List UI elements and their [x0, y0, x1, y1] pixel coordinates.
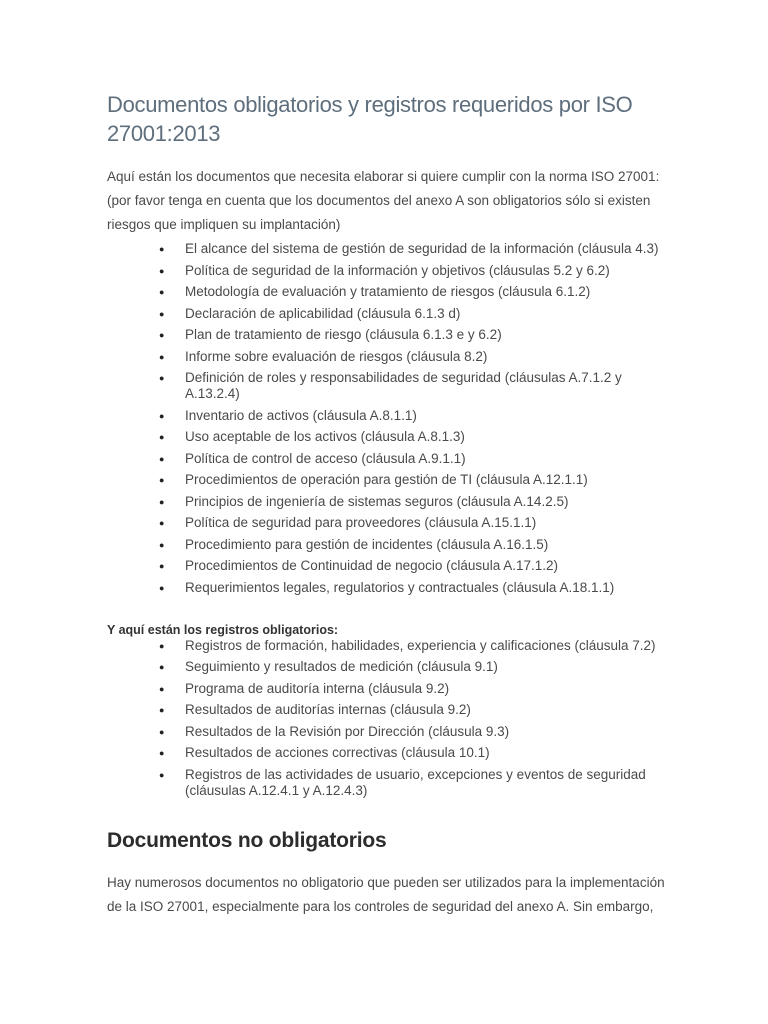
- bullet-icon: ●: [159, 539, 165, 550]
- bullet-icon: ●: [159, 518, 165, 528]
- bullet-icon: ●: [159, 475, 165, 485]
- bullet-icon: ●: [159, 705, 165, 715]
- non-mandatory-paragraph: Hay numerosos documentos no obligatorio que pueden ser utilizados para la implementación de la ISO 27001, especialmente para los controles de seguridad del anexo A. Sin embargo,: [107, 874, 665, 914]
- bullet-icon: ●: [159, 373, 165, 383]
- list-item-text: Política de seguridad para proveedores (cláusula A.15.1.1): [185, 515, 537, 530]
- list-item-text: Registros de las actividades de usuario, excepciones y eventos de seguridad (cláusulas A.12.4.1 y A.12.4.3): [185, 766, 646, 798]
- bullet-icon: ●: [159, 453, 165, 464]
- list-item-text: Registros de formación, habilidades, experiencia y calificaciones (cláusula 7.2): [185, 637, 656, 653]
- list-item: [159, 537, 667, 553]
- list-item-text: Metodología de evaluación y tratamiento de riesgos (cláusula 6.1.2): [185, 284, 591, 299]
- bullet-icon: ●: [159, 662, 165, 672]
- bullet-icon: ●: [159, 561, 165, 571]
- intro-paragraph: Aquí están los documentos que necesita elaborar si quiere cumplir con la norma ISO 27001: (por favor tenga en cuenta que los documentos del anexo A son obligatorios sólo si existen riesgos que impliquen su implantación): [107, 169, 660, 232]
- bullet-icon: ●: [159, 582, 165, 593]
- bullet-icon: ●: [159, 748, 165, 758]
- list-item-text: Informe sobre evaluación de riesgos (cláusula 8.2): [185, 348, 488, 364]
- bullet-icon: ●: [159, 410, 165, 421]
- list-item-text: Definición de roles y responsabilidades de seguridad (cláusulas A.7.1.2 y A.13.2.4): [185, 370, 622, 401]
- list-item: [159, 724, 667, 740]
- bullet-icon: ●: [159, 726, 165, 737]
- list-item: [159, 659, 667, 675]
- list-item: [159, 580, 667, 596]
- list-item-text: Procedimiento para gestión de incidentes (cláusula A.16.1.5): [185, 536, 549, 552]
- list-item: [159, 558, 667, 574]
- mandatory-records-list: [107, 638, 667, 799]
- list-item-text: Declaración de aplicabilidad (cláusula 6.1.3 d): [185, 305, 461, 321]
- bullet-icon: ●: [159, 287, 165, 297]
- list-item-text: Seguimiento y resultados de medición (cláusula 9.1): [185, 659, 498, 674]
- list-item: [159, 472, 667, 488]
- list-item-text: Resultados de la Revisión por Dirección (cláusula 9.3): [185, 723, 510, 739]
- list-item: [159, 306, 667, 322]
- records-heading: Y aquí están los registros obligatorios:: [107, 622, 339, 637]
- section-heading-non-mandatory: Documentos no obligatorios: [107, 828, 387, 852]
- list-item: [159, 494, 667, 510]
- list-item: [159, 638, 667, 654]
- mandatory-documents-list: [107, 241, 667, 596]
- list-item: [159, 681, 667, 697]
- list-item: [159, 702, 667, 718]
- list-item-text: Requerimientos legales, regulatorios y contractuales (cláusula A.18.1.1): [185, 579, 615, 595]
- bullet-icon: ●: [159, 308, 165, 319]
- list-item: [159, 349, 667, 365]
- list-item-text: El alcance del sistema de gestión de seguridad de la información (cláusula 4.3): [185, 241, 659, 256]
- list-item: [159, 429, 667, 445]
- page-title: Documentos obligatorios y registros requeridos por ISO 27001:2013: [107, 92, 633, 146]
- document-page: [107, 90, 667, 919]
- list-item: [159, 745, 667, 761]
- bullet-icon: ●: [159, 351, 165, 362]
- bullet-icon: ●: [159, 432, 165, 442]
- bullet-icon: ●: [159, 330, 165, 340]
- list-item-text: Principios de ingeniería de sistemas seguros (cláusula A.14.2.5): [185, 493, 569, 509]
- bullet-icon: ●: [159, 683, 165, 694]
- bullet-icon: ●: [159, 769, 165, 780]
- list-item-text: Uso aceptable de los activos (cláusula A.8.1.3): [185, 429, 465, 444]
- bullet-icon: ●: [159, 244, 165, 254]
- list-item: [159, 767, 667, 799]
- list-item-text: Política de control de acceso (cláusula A.9.1.1): [185, 450, 466, 466]
- list-item: [159, 327, 667, 343]
- list-item-text: Resultados de auditorías internas (cláusula 9.2): [185, 702, 471, 717]
- list-item-text: Política de seguridad de la información y objetivos (cláusulas 5.2 y 6.2): [185, 262, 610, 278]
- list-item: [159, 241, 667, 257]
- list-item-text: Plan de tratamiento de riesgo (cláusula 6.1.3 e y 6.2): [185, 327, 502, 342]
- list-item-text: Procedimientos de operación para gestión de TI (cláusula A.12.1.1): [185, 472, 588, 487]
- list-item: [159, 451, 667, 467]
- list-item: [159, 515, 667, 531]
- bullet-icon: ●: [159, 496, 165, 507]
- list-item: [159, 284, 667, 300]
- list-item-text: Programa de auditoría interna (cláusula 9.2): [185, 680, 450, 696]
- list-item: [159, 263, 667, 279]
- list-item-text: Procedimientos de Continuidad de negocio (cláusula A.17.1.2): [185, 558, 558, 573]
- bullet-icon: ●: [159, 265, 165, 276]
- list-item: [159, 408, 667, 424]
- bullet-icon: ●: [159, 640, 165, 651]
- list-item-text: Resultados de acciones correctivas (cláusula 10.1): [185, 745, 490, 760]
- list-item-text: Inventario de activos (cláusula A.8.1.1): [185, 407, 417, 423]
- list-item: [159, 370, 667, 402]
